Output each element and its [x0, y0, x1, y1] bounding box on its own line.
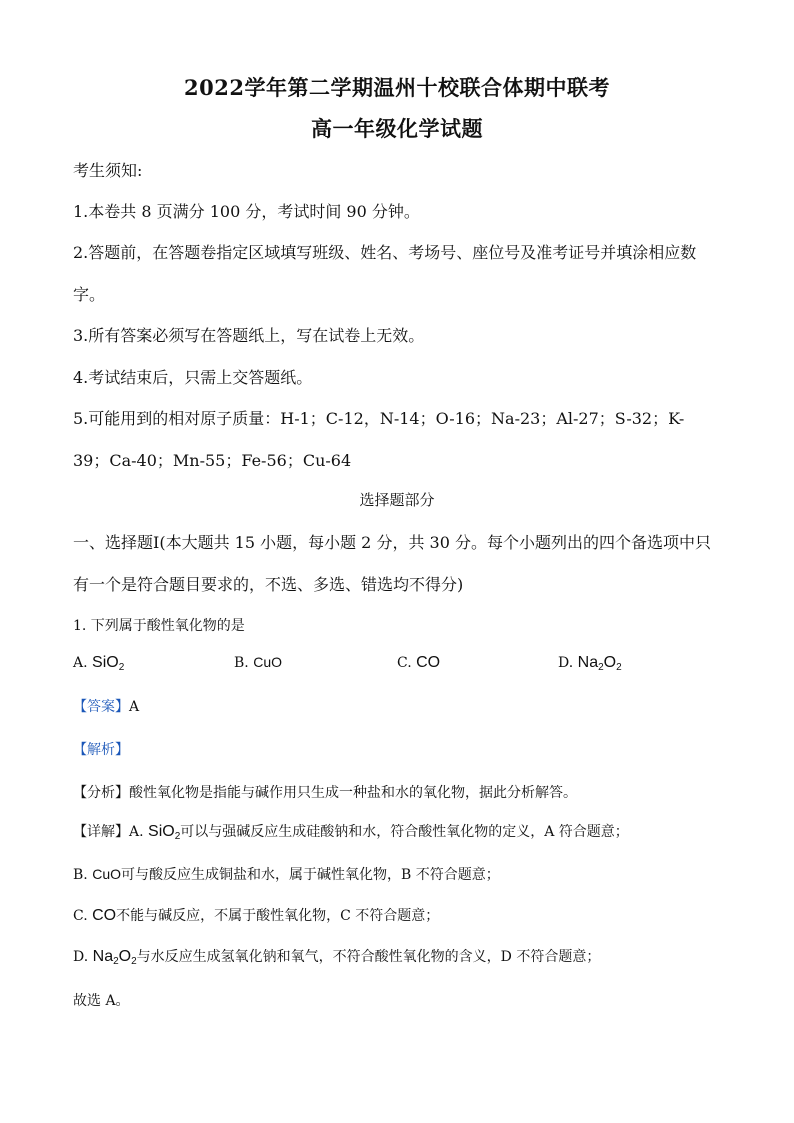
detail-b-formula: CuO — [92, 866, 121, 882]
notice-item-3: 3.所有答案必须写在答题纸上，写在试卷上无效。 — [73, 326, 425, 345]
analysis-summary — [73, 782, 577, 802]
detail-a: 【详解】A. SiO$_2$可以与强碱反应生成硅酸钠和水，符合酸性氧化物的定义，A 符合题意； — [73, 823, 629, 842]
analysis-tag: 【解析】 — [73, 742, 129, 758]
option-c-letter: C. — [397, 655, 412, 671]
detail-b: B. CuO可与酸反应生成铜盐和水，属于碱性氧化物，B 不符合题意； — [73, 866, 500, 883]
detail-c-formula: CO — [92, 907, 117, 924]
detail-b-text: 可与酸反应生成铜盐和水，属于碱性氧化物，B 不符合题意； — [121, 867, 500, 883]
section-heading: 选择题部分 — [359, 491, 435, 509]
detail-a-text: 可以与强碱反应生成硅酸钠和水，符合酸性氧化物的定义，A 符合题意； — [180, 824, 629, 840]
option-d-formula: $Na_2O_2$ — [577, 654, 622, 673]
detail-c: C. CO不能与碱反应，不属于酸性氧化物，C 不符合题意； — [73, 907, 440, 924]
notice-item-5: 5.可能用到的相对原子质量：H-1；C-12，N-14；O-16；Na-23；Al-27；S-32；K- — [73, 409, 685, 428]
detail-a-formula: SiO$_2$ — [148, 823, 181, 842]
fenxi-tag: 【分析】 — [73, 785, 129, 801]
option-c-formula: CO — [416, 654, 441, 671]
detail-tag: 【详解】 — [73, 824, 129, 840]
part1-instructions: 一、选择题Ⅰ(本大题共 15 小题，每小题 2 分，共 30 分。每个小题列出的四个备选项中只 — [73, 533, 711, 552]
fenxi-text: 酸性氧化物是指能与碱作用只生成一种盐和水的氧化物，据此分析解答。 — [129, 785, 577, 801]
option-b — [234, 654, 282, 671]
notice-item-2-cont: 字。 — [73, 285, 106, 304]
exam-title: 2022学年第二学期温州十校联合体期中联考 — [184, 75, 610, 100]
option-d-letter: D. — [558, 655, 574, 671]
answer-tag: 【答案】 — [73, 699, 129, 715]
notice-item-5-cont: 39；Ca-40；Mn-55；Fe-56；Cu-64 — [73, 451, 352, 470]
notice-item-1: 1.本卷共 8 页满分 100 分，考试时间 90 分钟。 — [73, 202, 420, 221]
notice-heading: 考生须知: — [73, 161, 143, 180]
option-c — [397, 654, 440, 672]
question-1-stem: 1. 下列属于酸性氧化物的是 — [73, 618, 245, 634]
option-b-formula: CuO — [253, 654, 282, 670]
option-d — [558, 654, 622, 673]
exam-subtitle: 高一年级化学试题 — [311, 116, 483, 141]
detail-d: D. $Na_2O_2$与水反应生成氢氧化钠和氧气，不符合酸性氧化物的含义，D 不符合题意； — [73, 948, 601, 967]
part1-instructions-cont: 有一个是符合题目要求的，不选、多选、错选均不得分) — [73, 575, 464, 594]
notice-item-2: 2.答题前，在答题卷指定区域填写班级、姓名、考场号、座位号及准考证号并填涂相应数 — [73, 243, 697, 262]
option-a-letter: A. — [73, 655, 88, 671]
answer-value: A — [129, 699, 140, 715]
answer-line — [73, 696, 139, 716]
conclusion: 故选 A。 — [73, 993, 130, 1009]
option-a — [73, 654, 124, 673]
option-b-letter: B. — [234, 655, 249, 671]
notice-item-4: 4.考试结束后，只需上交答题纸。 — [73, 368, 313, 387]
detail-c-text: 不能与碱反应，不属于酸性氧化物，C 不符合题意； — [116, 908, 440, 924]
detail-d-text: 与水反应生成氢氧化钠和氧气，不符合酸性氧化物的含义，D 不符合题意； — [136, 949, 601, 965]
option-a-formula: SiO$_2$ — [92, 654, 125, 673]
detail-d-formula: $Na_2O_2$ — [92, 948, 137, 967]
